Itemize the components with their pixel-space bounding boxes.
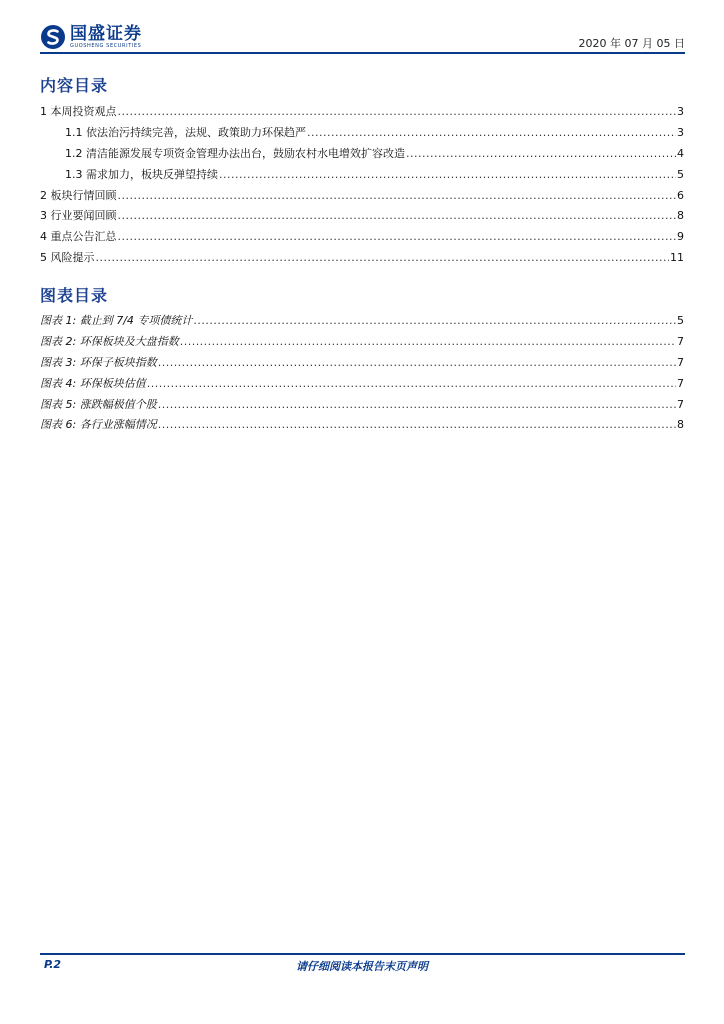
toc-item-page: 11 [670,251,684,265]
dot-leader [158,415,676,436]
brand-name-en: GUOSHENG SECURITIES [70,42,142,49]
toc-item-page: 4 [677,146,684,160]
dot-leader [118,206,677,227]
dot-leader [219,165,676,186]
toc-item-page: 9 [677,230,684,244]
toc-item[interactable] [40,102,684,123]
dot-leader [307,123,676,144]
figure-item[interactable] [40,395,684,416]
page-header [40,22,685,56]
figure-item[interactable] [40,353,684,374]
dot-leader [118,186,677,207]
figure-item-page: 8 [677,418,684,432]
figure-item-page: 7 [677,334,684,348]
toc-item-page: 6 [677,188,684,202]
figures-title: 图表目录 [40,286,109,305]
figure-item[interactable] [40,374,684,395]
dot-leader [147,374,676,395]
dot-leader [193,311,676,332]
toc-item-label: 1.1 依法治污持续完善，法规、政策助力环保趋严 [65,125,306,139]
toc-item[interactable] [40,144,684,165]
figures-list [40,311,684,436]
dot-leader [158,353,676,374]
dot-leader [158,395,676,416]
toc-item-label: 5 风险提示 [40,251,95,265]
figure-item[interactable] [40,332,684,353]
toc-item-page: 3 [677,105,684,118]
footer-disclaimer: 请仔细阅读本报告末页声明 [296,960,428,973]
figure-item-label: 图表 3: 环保子板块指数 [40,355,157,369]
dot-leader [180,332,676,353]
figure-item-page: 7 [677,397,684,411]
toc-item-label: 1 本周投资观点 [40,105,117,118]
figure-item-label: 图表 1: 截止到 7/4 专项债统计 [40,314,193,327]
brand-logo [40,22,142,52]
toc-item-label: 3 行业要闻回顾 [40,209,117,223]
footer-divider [40,953,685,955]
brand-logo-icon [40,24,66,50]
figure-item-page: 7 [677,376,684,390]
toc-item[interactable] [40,206,684,227]
toc-item-label: 1.3 需求加力，板块反弹望持续 [65,167,218,181]
toc-item[interactable] [40,165,684,186]
brand-name-cn: 国盛证券 [70,23,142,44]
toc-item-page: 5 [677,167,684,181]
toc-item[interactable] [40,123,684,144]
toc-item[interactable] [40,186,684,207]
figure-item-label: 图表 2: 环保板块及大盘指数 [40,334,179,348]
report-date: 2020 年 07 月 05 日 [578,37,685,50]
page-number: P.2 [44,958,62,971]
toc-item[interactable] [40,248,684,269]
figure-item[interactable] [40,415,684,436]
toc-item-label: 2 板块行情回顾 [40,188,117,202]
toc-item-label: 4 重点公告汇总 [40,230,117,244]
figure-item-label: 图表 4: 环保板块估值 [40,376,146,390]
figure-item[interactable] [40,311,684,332]
figure-item-label: 图表 5: 涨跌幅极值个股 [40,397,157,411]
dot-leader [96,248,670,269]
dot-leader [118,227,677,248]
header-divider [40,52,685,54]
toc-item[interactable] [40,227,684,248]
dot-leader [406,144,676,165]
toc-title: 内容目录 [40,76,109,95]
figure-item-label: 图表 6: 各行业涨幅情况 [40,418,157,432]
toc-item-page: 3 [677,125,684,139]
toc-list [40,102,684,269]
toc-item-page: 8 [677,209,684,223]
figure-item-page: 5 [677,314,684,327]
dot-leader [118,102,677,123]
toc-item-label: 1.2 清洁能源发展专项资金管理办法出台，鼓励农村水电增效扩容改造 [65,146,405,160]
figure-item-page: 7 [677,355,684,369]
